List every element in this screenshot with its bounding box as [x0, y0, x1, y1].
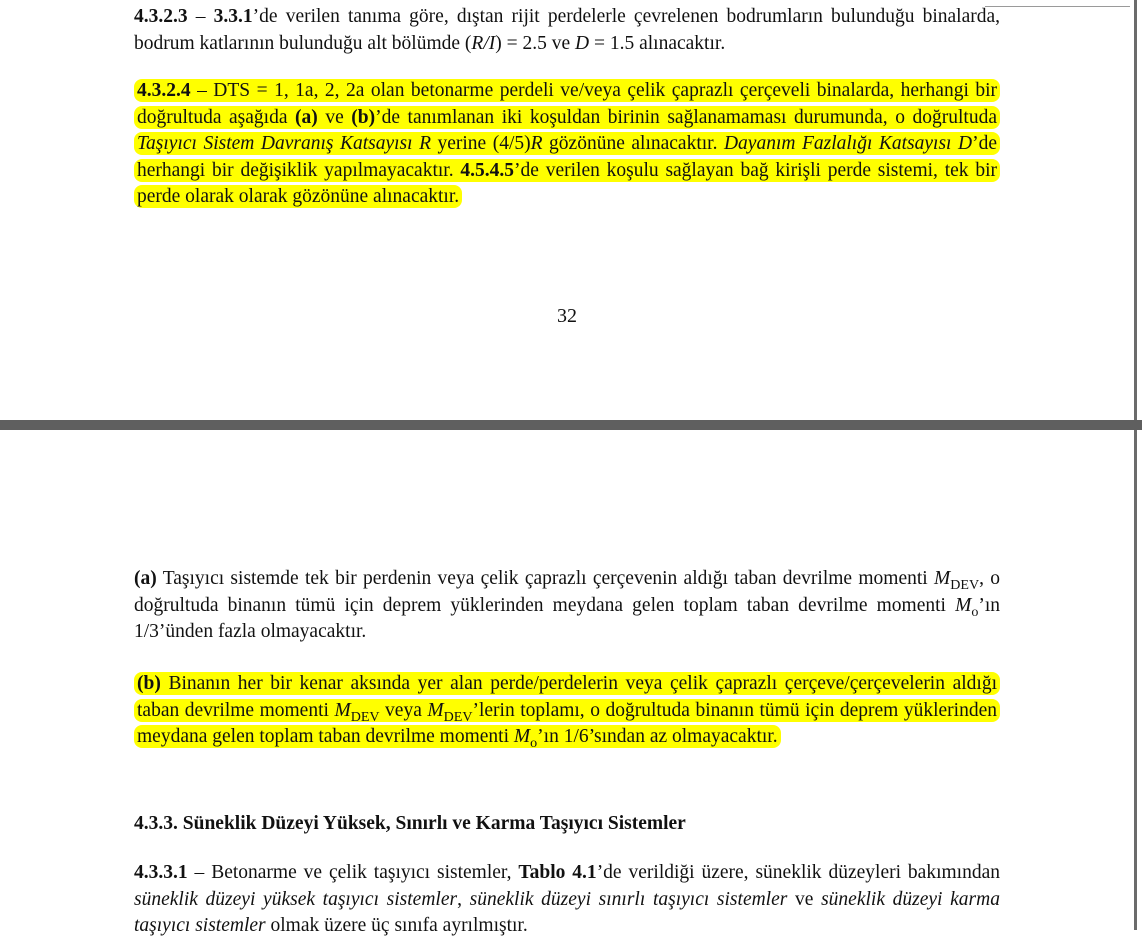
paragraph-4-3-3-1: 4.3.3.1 – Betonarme ve çelik taşıyıcı sistemler, Tablo 4.1’de verildiği üzere, süneklik düzeyleri bakımından süneklik düzeyi yüksek taşıyıcı sistemler, süneklik düzeyi sınırlı taşıyıcı sistemler ve süneklik düzeyi karma taşıyıcı sistemler olmak üzere üç sınıfa ayrılmıştır.	[134, 862, 1000, 936]
paragraph-a: (a) Taşıyıcı sistemde tek bir perdenin veya çelik çaprazlı çerçevenin aldığı taban devrilme momenti $M_{DEV}$, o doğrultuda binanın tümü için deprem yüklerinden meydana gelen toplam taban devrilme momenti $M_o’ın$ 1/3’ünden fazla olmayacaktır.	[134, 568, 1001, 642]
header-rule	[985, 6, 1130, 7]
paragraph-b	[134, 671, 1000, 751]
highlight: 4.3.2.4 – DTS = 1, 1a, 2, 2a olan betonarme perdeli ve/veya çelik çaprazlı çerçeveli binalarda, herhangi bir doğrultuda aşağıda (a) ve (b)’de tanımlanan iki koşuldan birinin sağlanamaması durumunda, o doğrultuda Taşıyıcı Sistem Davranış Katsayısı R yerine (4/5)R gözönüne alınacaktır. Dayanım Fazlalığı Katsayısı D’de herhangi bir değişiklik yapılmayacaktır. 4.5.4.5’de verilen koşulu sağlayan bağ kirişli perde sistemi, tek bir perde olarak olarak gözönüne alınacaktır.	[134, 79, 1000, 208]
page-number: 32	[557, 305, 577, 327]
paragraph-4-3-2-4	[134, 78, 1000, 211]
highlight: (b) Binanın her bir kenar aksında yer alan perde/perdelerin veya çelik çaprazlı çerçeve/çerçevelerin aldığı taban devrilme momenti $M_{DEV}$ veya $M_{DEV}’lerin$ toplamı, o doğrultuda binanın tümü için deprem yüklerinden meydana gelen toplam taban devrilme momenti $M_o’ın$ 1/6’sından az olmayacaktır.	[134, 672, 1000, 748]
page-upper	[0, 0, 1137, 420]
page-separator	[0, 420, 1142, 430]
paragraph-4-3-2-3: 4.3.2.3 – 3.3.1’de verilen tanıma göre, dıştan rijit perdelerle çevrelenen bodrumların bulunduğu binalarda, bodrum katlarının bulunduğu alt bölümde (R/I) = 2.5 ve D = 1.5 alınacaktır.	[134, 6, 1001, 54]
section-heading: 4.3.3. Süneklik Düzeyi Yüksek, Sınırlı ve Karma Taşıyıcı Sistemler	[134, 813, 686, 834]
